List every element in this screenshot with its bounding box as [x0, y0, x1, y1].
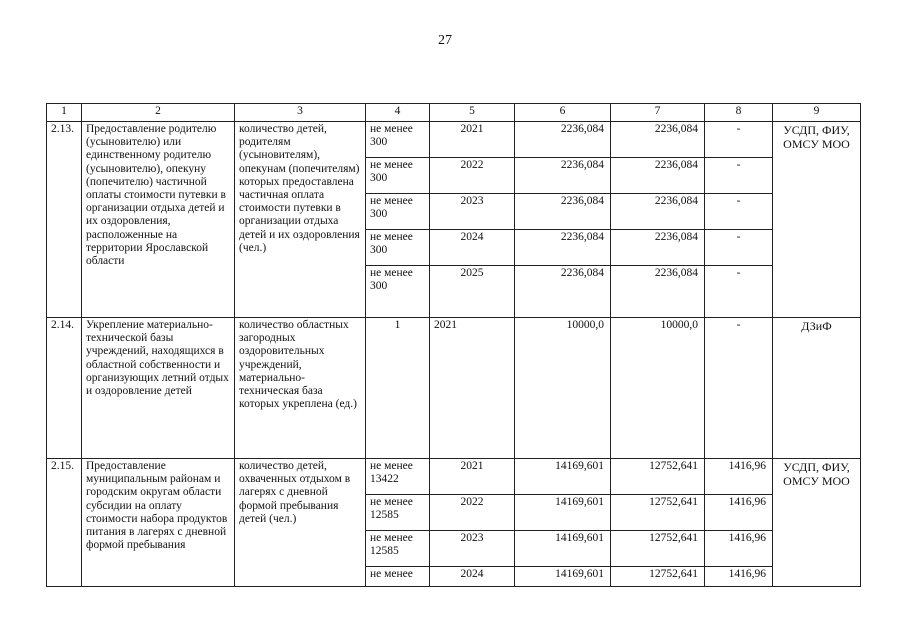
- value-col8: -: [705, 318, 773, 459]
- min-value: не менее 300: [366, 266, 430, 318]
- item-indicator: количество детей, родителям (усыновителям), опекунам (попечителям) которых предоставлена частичная оплата стоимости путевки в организации отдыха детей и их оздоровления (чел.): [235, 122, 366, 318]
- year: 2022: [430, 495, 515, 531]
- value-col7: 12752,641: [611, 567, 705, 587]
- value-col7: 2236,084: [611, 266, 705, 318]
- value-col6: 2236,084: [515, 122, 611, 158]
- col-header-1: 1: [47, 104, 82, 122]
- min-value: не менее 12585: [366, 495, 430, 531]
- item-number: 2.14.: [47, 318, 82, 459]
- year: 2025: [430, 266, 515, 318]
- executor: ДЗиФ: [773, 318, 861, 459]
- col-header-5: 5: [430, 104, 515, 122]
- value-col6: 14169,601: [515, 531, 611, 567]
- program-table: [46, 103, 861, 587]
- item-number: 2.13.: [47, 122, 82, 318]
- value-col7: 10000,0: [611, 318, 705, 459]
- value-col6: 14169,601: [515, 495, 611, 531]
- min-value: не менее 13422: [366, 459, 430, 495]
- value-col7: 2236,084: [611, 194, 705, 230]
- year: 2024: [430, 230, 515, 266]
- min-value: не менее 300: [366, 122, 430, 158]
- executor: УСДП, ФИУ, ОМСУ МОО: [773, 122, 861, 318]
- value-col8: -: [705, 194, 773, 230]
- col-header-8: 8: [705, 104, 773, 122]
- value-col7: 12752,641: [611, 531, 705, 567]
- value-col6: 2236,084: [515, 230, 611, 266]
- value-col7: 2236,084: [611, 158, 705, 194]
- col-header-6: 6: [515, 104, 611, 122]
- item-description: Укрепление материально-технической базы учреждений, находящихся в областной собственности и организующих летний отдых и оздоровление детей: [82, 318, 235, 459]
- value-col8: 1416,96: [705, 495, 773, 531]
- year: 2021: [430, 459, 515, 495]
- value-col7: 2236,084: [611, 230, 705, 266]
- value-col8: 1416,96: [705, 567, 773, 587]
- table-row: [47, 122, 861, 158]
- value-col7: 12752,641: [611, 459, 705, 495]
- year: 2021: [430, 318, 515, 459]
- item-indicator: количество областных загородных оздоровительных учреждений, материально-техническая база которых укреплена (ед.): [235, 318, 366, 459]
- col-header-4: 4: [366, 104, 430, 122]
- item-description: Предоставление родителю (усыновителю) или единственному родителю (усыновителю), опекуну (попечителю) частичной оплаты стоимости путевки в организации отдыха детей и их оздоровления, расположенные на территории Ярославской области: [82, 122, 235, 318]
- value-col8: -: [705, 158, 773, 194]
- value-col7: 2236,084: [611, 122, 705, 158]
- value-col6: 14169,601: [515, 459, 611, 495]
- year: 2023: [430, 531, 515, 567]
- header-row: [47, 104, 861, 122]
- value-col6: 14169,601: [515, 567, 611, 587]
- min-value: не менее 300: [366, 194, 430, 230]
- min-value: не менее: [366, 567, 430, 587]
- min-value: не менее 300: [366, 230, 430, 266]
- col-header-9: 9: [773, 104, 861, 122]
- value-col7: 12752,641: [611, 495, 705, 531]
- col-header-7: 7: [611, 104, 705, 122]
- col-header-2: 2: [82, 104, 235, 122]
- item-description: Предоставление муниципальным районам и городским округам области субсидии на оплату стоимости набора продуктов питания в лагерях с дневной формой пребывания: [82, 459, 235, 587]
- year: 2021: [430, 122, 515, 158]
- year: 2024: [430, 567, 515, 587]
- value-col6: 2236,084: [515, 266, 611, 318]
- value-col6: 2236,084: [515, 158, 611, 194]
- value-col6: 2236,084: [515, 194, 611, 230]
- item-number: 2.15.: [47, 459, 82, 587]
- page-number: 27: [438, 33, 452, 48]
- value-col8: 1416,96: [705, 531, 773, 567]
- table-row: [47, 318, 861, 459]
- value-col8: -: [705, 266, 773, 318]
- value-col6: 10000,0: [515, 318, 611, 459]
- table-row: [47, 459, 861, 495]
- item-indicator: количество детей, охваченных отдыхом в лагерях с дневной формой пребывания детей (чел.): [235, 459, 366, 587]
- executor: УСДП, ФИУ, ОМСУ МОО: [773, 459, 861, 587]
- min-value: не менее 300: [366, 158, 430, 194]
- year: 2023: [430, 194, 515, 230]
- value-col8: 1416,96: [705, 459, 773, 495]
- min-value: не менее 12585: [366, 531, 430, 567]
- year: 2022: [430, 158, 515, 194]
- value-col8: -: [705, 122, 773, 158]
- col-header-3: 3: [235, 104, 366, 122]
- min-value: 1: [366, 318, 430, 459]
- value-col8: -: [705, 230, 773, 266]
